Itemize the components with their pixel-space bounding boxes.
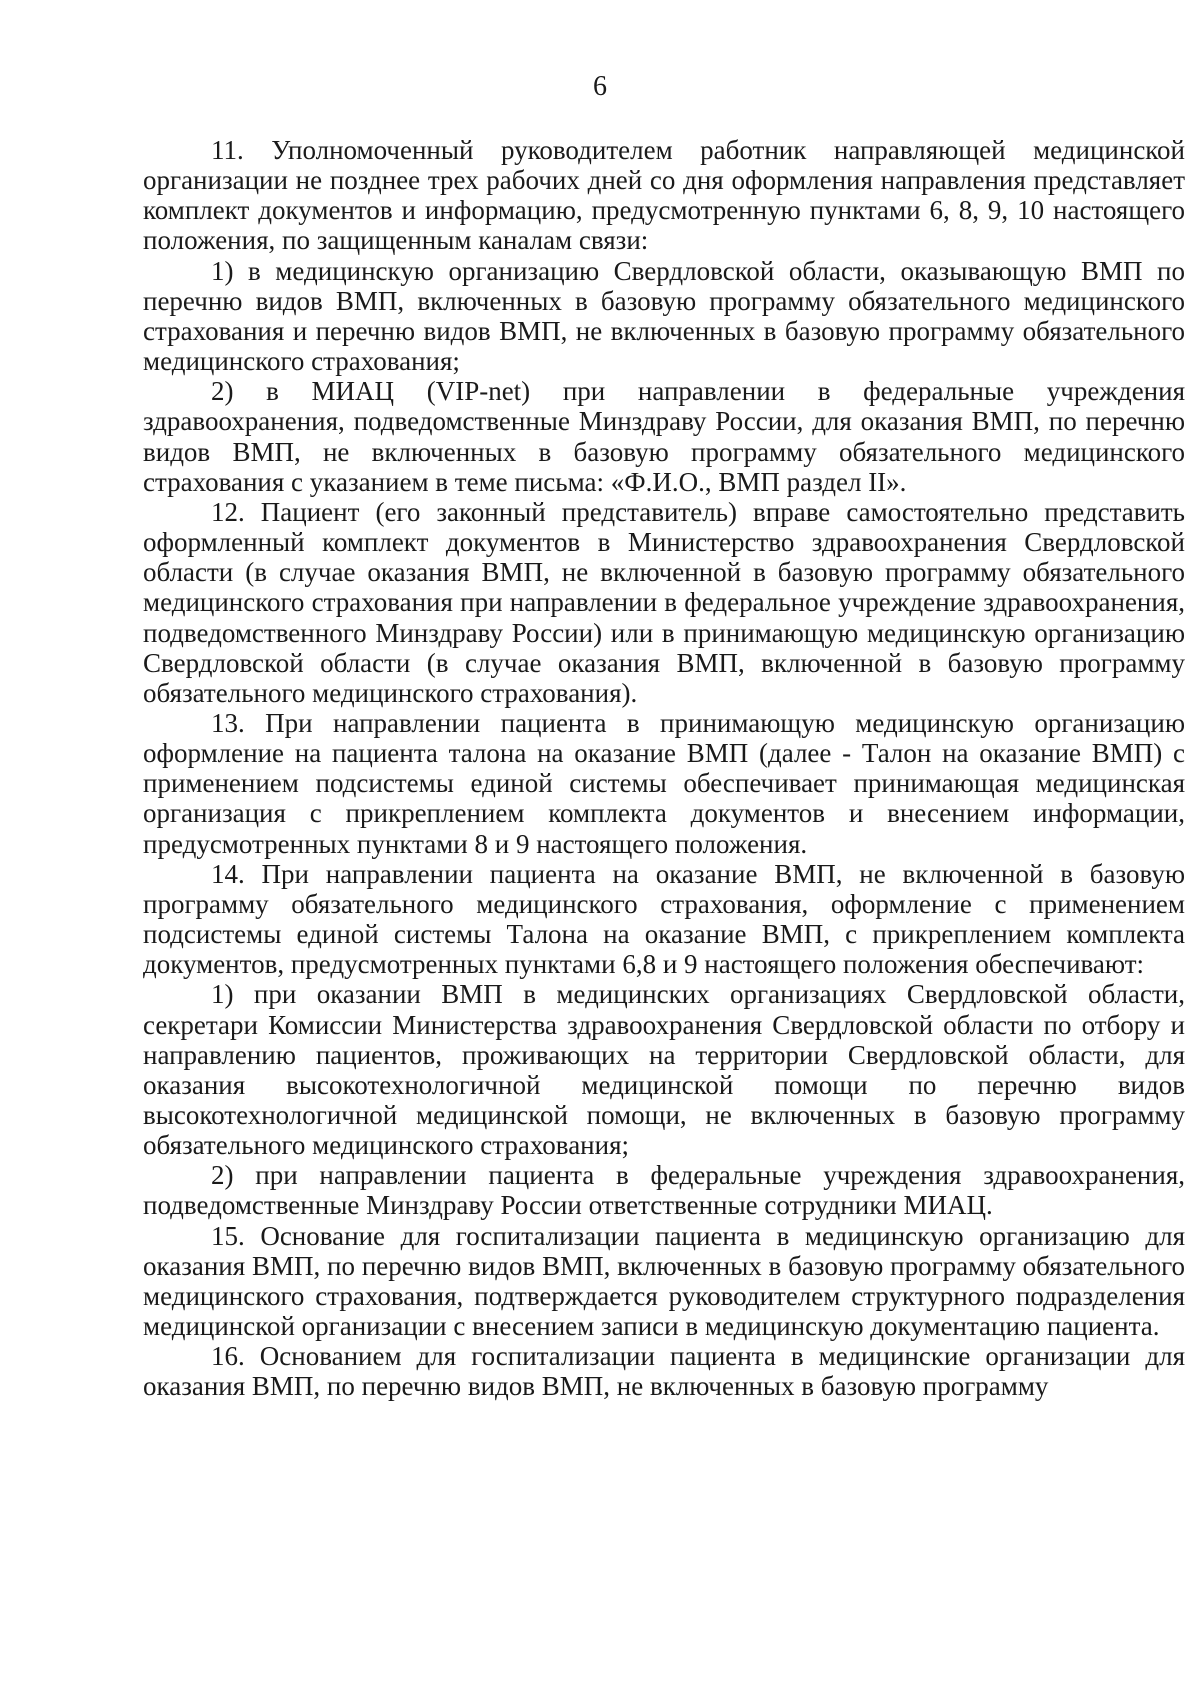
paragraph-14: 14. При направлении пациента на оказание ВМП, не включенной в базовую программу обязательного медицинского страхования, оформление с применением подсистемы единой системы Талона на оказание ВМП, с прикреплением комплекта документов, предусмотренных пунктами 6,8 и 9 настоящего положения обеспечивают: [143, 858, 1185, 980]
paragraph-13: 13. При направлении пациента в принимающую медицинскую организацию оформление на пациента талона на оказание ВМП (далее - Талон на оказание ВМП) с применением подсистемы единой системы обеспечивает принимающая медицинская организация с прикреплением комплекта документов и внесением информации, предусмотренных пунктами 8 и 9 настоящего положения. [143, 707, 1185, 859]
paragraph-14-item-1: 1) при оказании ВМП в медицинских организациях Свердловской области, секретари Комиссии Министерства здравоохранения Свердловской области по отбору и направлению пациентов, проживающих на территории Свердловской области, для оказания высокотехнологичной медицинской помощи по перечню видов высокотехнологичной медицинской помощи, не включенных в базовую программу обязательного медицинского страхования; [143, 979, 1185, 1161]
paragraph-15: 15. Основание для госпитализации пациента в медицинскую организацию для оказания ВМП, по перечню видов ВМП, включенных в базовую программу обязательного медицинского страхования, подтверждается руководителем структурного подразделения медицинской организации с внесением записи в медицинскую документацию пациента. [143, 1220, 1185, 1342]
paragraph-14-item-2: 2) при направлении пациента в федеральные учреждения здравоохранения, подведомственные Минздраву России ответственные сотрудники МИАЦ. [143, 1160, 1185, 1221]
paragraph-12: 12. Пациент (его законный представитель) вправе самостоятельно представить оформленный комплект документов в Министерство здравоохранения Свердловской области (в случае оказания ВМП, не включенной в базовую программу обязательного медицинского страхования при направлении в федеральное учреждение здравоохранения, подведомственного Минздраву России) или в принимающую медицинскую организацию Свердловской области (в случае оказания ВМП, включенной в базовую программу обязательного медицинского страхования). [143, 496, 1185, 708]
document-body [143, 135, 1185, 1402]
paragraph-11-item-1: 1) в медицинскую организацию Свердловской области, оказывающую ВМП по перечню видов ВМП, включенных в базовую программу обязательного медицинского страхования и перечню видов ВМП, не включенных в базовую программу обязательного медицинского страхования; [143, 255, 1185, 377]
paragraph-16: 16. Основанием для госпитализации пациента в медицинские организации для оказания ВМП, по перечню видов ВМП, не включенных в базовую программу [143, 1341, 1185, 1402]
paragraph-11: 11. Уполномоченный руководителем работник направляющей медицинской организации не позднее трех рабочих дней со дня оформления направления представляет комплект документов и информацию, предусмотренную пунктами 6, 8, 9, 10 настоящего положения, по защищенным каналам связи: [143, 135, 1185, 256]
paragraph-11-item-2: 2) в МИАЦ (VIP-net) при направлении в федеральные учреждения здравоохранения, подведомственные Минздраву России, для оказания ВМП, по перечню видов ВМП, не включенных в базовую программу обязательного медицинского страхования с указанием в теме письма: «Ф.И.О., ВМП раздел II». [143, 376, 1185, 497]
page-number: 6 [593, 71, 607, 102]
